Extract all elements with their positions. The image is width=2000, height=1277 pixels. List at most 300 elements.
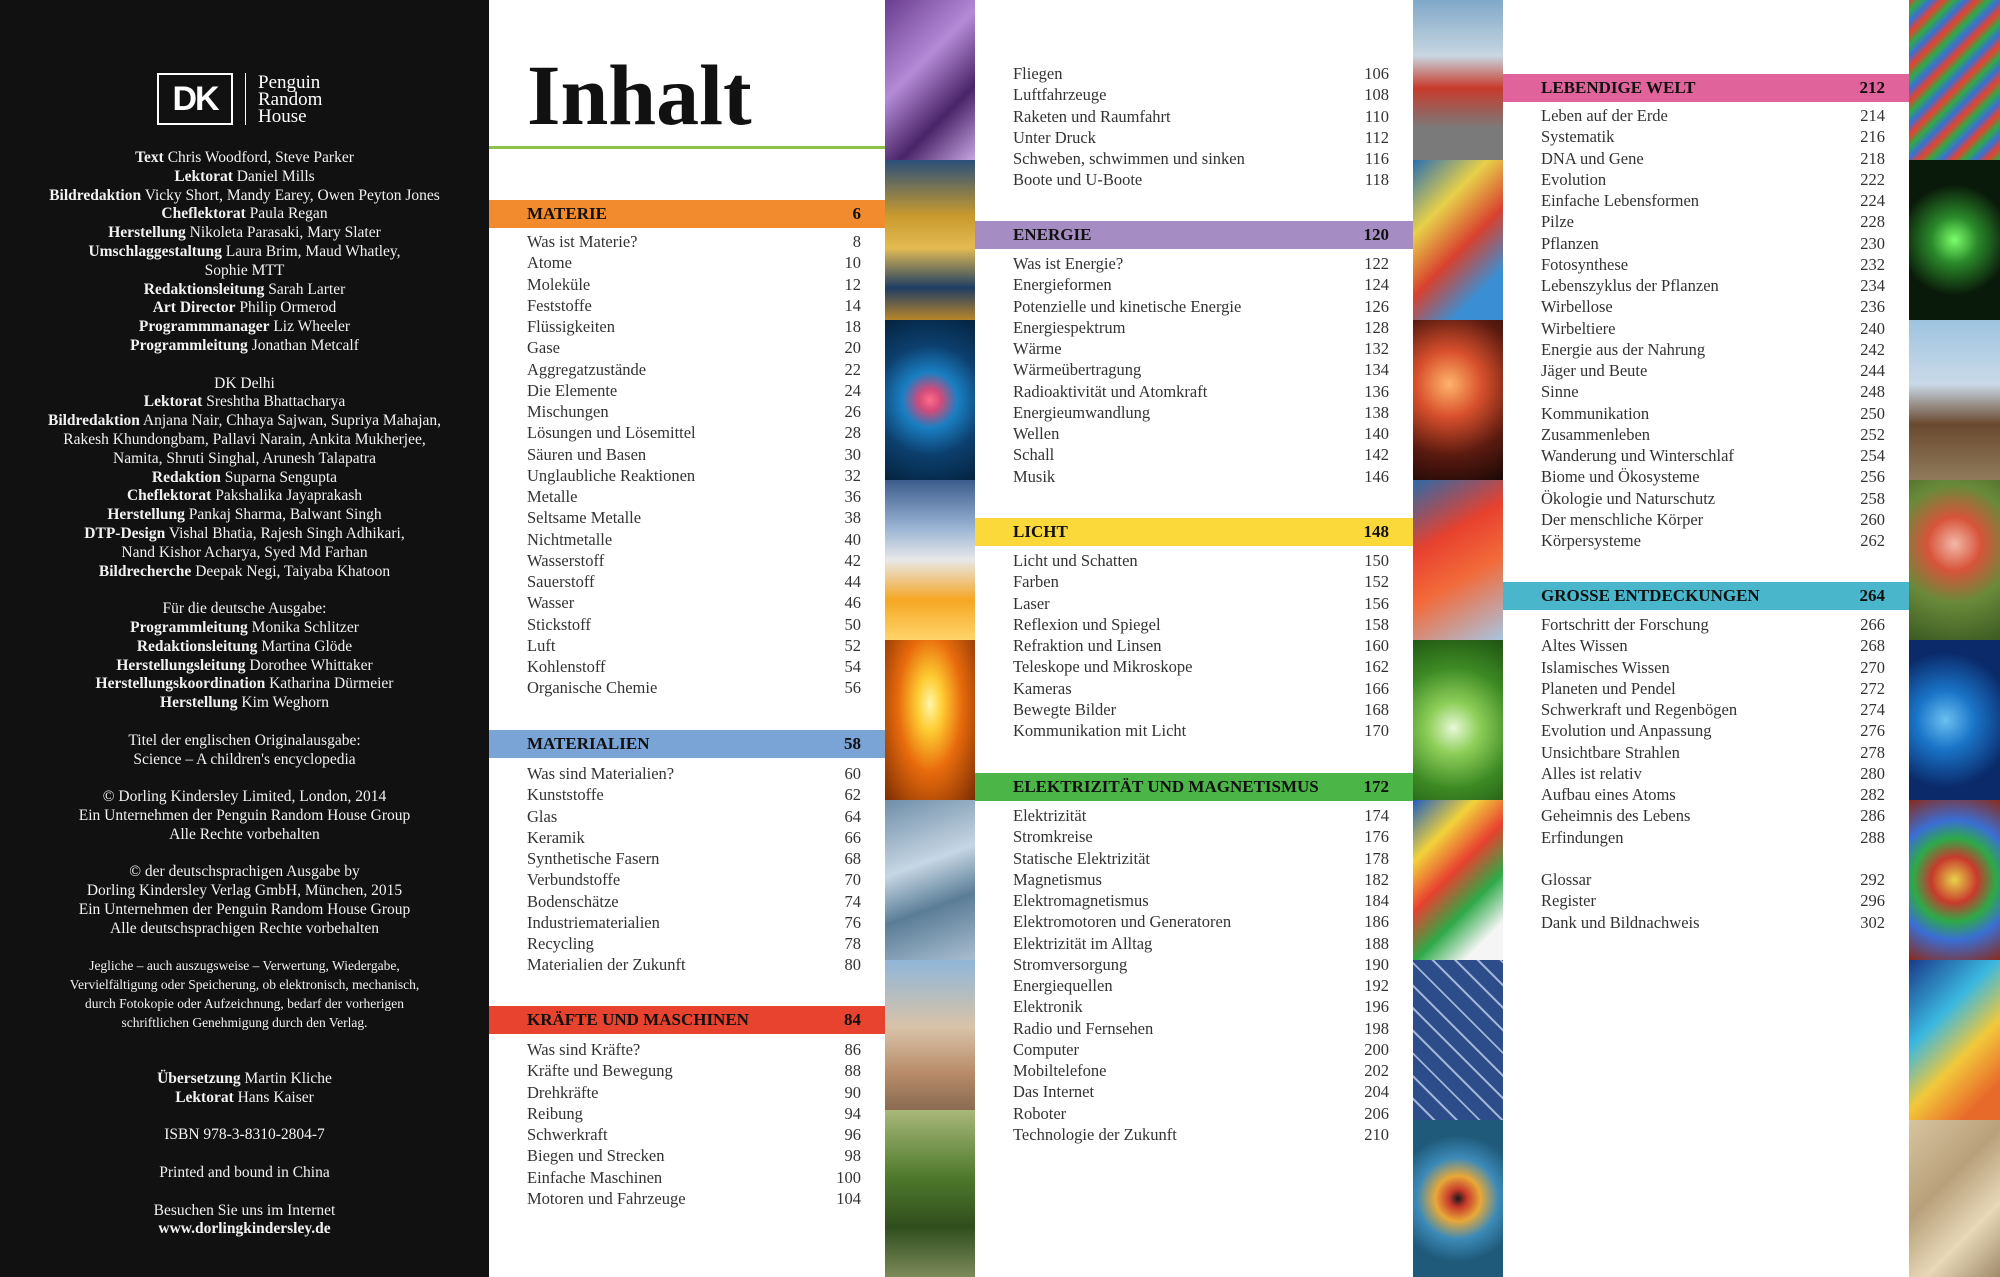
- toc-entry[interactable]: [1541, 361, 1885, 382]
- eye-photo: [1413, 1120, 1503, 1277]
- toc-entry-title: Pilze: [1541, 212, 1574, 232]
- toc-entry-title: Altes Wissen: [1541, 636, 1628, 656]
- toc-entry[interactable]: [527, 828, 861, 849]
- toc-entry-title: Elektronik: [1013, 997, 1083, 1017]
- toc-entry[interactable]: [1013, 339, 1389, 360]
- toc-entry[interactable]: [527, 423, 861, 444]
- section-header[interactable]: [1503, 74, 1909, 102]
- toc-entry-page: 124: [1364, 275, 1389, 295]
- paint-pots-photo: [1413, 800, 1503, 960]
- imprint-role: Programmmanager: [138, 318, 270, 336]
- imprint-line: [20, 882, 469, 901]
- imprint-value: schriftlichen Genehmigung durch den Verlag.: [121, 1014, 368, 1030]
- section-page-number: 264: [1859, 586, 1885, 605]
- toc-entry-page: 136: [1364, 381, 1389, 401]
- toc-entry-title: Atome: [527, 253, 572, 273]
- imprint-role: Herstellung: [107, 506, 185, 524]
- imprint-line: [20, 957, 469, 976]
- imprint-line: [20, 807, 469, 826]
- toc-entry[interactable]: [1541, 764, 1885, 785]
- toc-entry[interactable]: [1541, 913, 1885, 934]
- toc-entry[interactable]: [527, 636, 861, 657]
- imprint-value: DK Delhi: [214, 374, 275, 392]
- toc-entry[interactable]: [1541, 615, 1885, 636]
- fossil-photo: [1909, 1120, 2000, 1277]
- toc-entry-title: Fotosynthese: [1541, 254, 1629, 274]
- imprint-spacer: [20, 769, 469, 788]
- toc-entry-page: 176: [1364, 827, 1389, 847]
- imprint-role: Cheflektorat: [126, 487, 212, 505]
- imprint-role: Lektorat: [175, 1088, 234, 1106]
- imprint-spacer: [20, 938, 469, 957]
- imprint-value: Nikoleta Parasaki, Mary Slater: [189, 224, 381, 242]
- toc-entry[interactable]: [1013, 891, 1389, 912]
- toc-entry-title: Mischungen: [527, 402, 609, 421]
- imprint-line: [20, 675, 469, 694]
- toc-entry[interactable]: [527, 360, 861, 381]
- toc-entry[interactable]: [1013, 551, 1389, 572]
- toc-entry[interactable]: [1013, 997, 1389, 1018]
- section-title: KRÄFTE UND MASCHINEN: [527, 1010, 749, 1029]
- imprint-value: Rakesh Khundongbam, Pallavi Narain, Ankita Mukherjee,: [63, 430, 426, 448]
- imprint-value: Sarah Larter: [268, 280, 346, 298]
- toc-entry[interactable]: [527, 1146, 861, 1167]
- toc-entry[interactable]: [1541, 149, 1885, 170]
- toc-entry[interactable]: [1013, 700, 1389, 721]
- toc-entry-title: Unter Druck: [1013, 127, 1096, 147]
- toc-entry[interactable]: [527, 934, 861, 955]
- toc-entry[interactable]: [1541, 255, 1885, 276]
- toc-entry[interactable]: [1013, 382, 1389, 403]
- toc-entry-page: 192: [1364, 976, 1389, 995]
- imprint-line: [20, 657, 469, 676]
- toc-entry[interactable]: [1541, 636, 1885, 657]
- toc-entry-page: 248: [1860, 382, 1885, 402]
- toc-entry[interactable]: [1013, 403, 1389, 424]
- glowing-mouse-photo: [1909, 160, 2000, 320]
- toc-entry[interactable]: [1013, 1104, 1389, 1125]
- toc-entry[interactable]: [527, 551, 861, 572]
- toc-entry[interactable]: [1013, 1040, 1389, 1061]
- toc-entry[interactable]: [527, 1168, 861, 1189]
- imprint-value: Martin Kliche: [244, 1070, 332, 1088]
- imprint-value: Sophie MTT: [204, 261, 285, 279]
- imprint-line: [20, 600, 469, 619]
- toc-entry[interactable]: [1013, 976, 1389, 997]
- toc-entry[interactable]: [1013, 1082, 1389, 1103]
- imprint-line: [20, 262, 469, 281]
- toc-entry-page: 170: [1364, 721, 1389, 740]
- imprint-line: [20, 469, 469, 488]
- imprint-line: [20, 205, 469, 224]
- toc-entry[interactable]: [527, 402, 861, 423]
- toc-entry-title: Energiespektrum: [1013, 317, 1126, 337]
- section-header[interactable]: [1503, 582, 1909, 610]
- toc-entry[interactable]: [527, 253, 861, 274]
- imprint-value: Chris Woodford, Steve Parker: [167, 149, 354, 166]
- toc-entry[interactable]: [1541, 425, 1885, 446]
- imprint-line: [20, 299, 469, 318]
- umbrella-photo: [1413, 480, 1503, 640]
- toc-entry[interactable]: [527, 678, 861, 699]
- section-page-number: 84: [844, 1010, 861, 1029]
- toc-entry[interactable]: [527, 487, 861, 508]
- toc-entry[interactable]: [1541, 127, 1885, 148]
- imprint-line: [20, 788, 469, 807]
- section-page-number: 58: [844, 734, 861, 753]
- toc-entry-page: 74: [844, 891, 861, 911]
- imprint-line: [20, 187, 469, 206]
- toc-entry-title: Computer: [1013, 1039, 1079, 1059]
- toc-entry-page: 260: [1860, 509, 1885, 529]
- toc-entry[interactable]: [527, 1061, 861, 1082]
- toc-entry[interactable]: [1013, 827, 1389, 848]
- toc-entry[interactable]: [527, 870, 861, 891]
- toc-entry-title: Motoren und Fahrzeuge: [527, 1188, 686, 1208]
- toc-entry[interactable]: [1541, 404, 1885, 425]
- toc-entry[interactable]: [1541, 510, 1885, 531]
- penguin-random-house-logo: Penguin Random House: [258, 71, 323, 127]
- toc-entry-page: 252: [1860, 424, 1885, 444]
- section-title: MATERIE: [527, 204, 607, 223]
- toc-entry-page: 10: [844, 253, 861, 273]
- imprint-line: [20, 375, 469, 394]
- toc-entry-page: 90: [844, 1082, 861, 1102]
- toc-entry-page: 98: [844, 1146, 861, 1166]
- imprint-spacer: [20, 1108, 469, 1127]
- toc-entry[interactable]: [1013, 912, 1389, 933]
- toc-entry-title: Statische Elektrizität: [1013, 848, 1150, 868]
- toc-entry-title: Boote und U-Boote: [1013, 170, 1143, 190]
- toc-entry-title: Magnetismus: [1013, 869, 1102, 889]
- imprint-role: Bildredaktion: [47, 412, 140, 430]
- section-header[interactable]: [489, 200, 885, 228]
- toc-entry-page: 106: [1364, 64, 1389, 83]
- toc-entry-page: 288: [1860, 827, 1885, 847]
- imprint-value: Sreshtha Bhattacharya: [206, 393, 346, 411]
- toc-entry[interactable]: [1013, 636, 1389, 657]
- toc-entry[interactable]: [1541, 319, 1885, 340]
- toc-entry[interactable]: [1013, 1125, 1389, 1146]
- imprint-value: Kim Weghorn: [241, 694, 329, 712]
- toc-entry-page: 214: [1860, 106, 1885, 125]
- toc-entry[interactable]: [1013, 679, 1389, 700]
- toc-entry-page: 224: [1860, 191, 1885, 210]
- toc-entry[interactable]: [527, 338, 861, 359]
- toc-entry-page: 24: [844, 380, 861, 400]
- toc-entry[interactable]: [1013, 870, 1389, 891]
- imprint-line: [20, 826, 469, 845]
- section-title: ENERGIE: [1013, 225, 1092, 244]
- toc-entry-page: 56: [844, 678, 861, 698]
- section-header[interactable]: [489, 730, 885, 758]
- toc-entry[interactable]: [527, 572, 861, 593]
- toc-entry-title: Das Internet: [1013, 1082, 1095, 1102]
- section-title: MATERIALIEN: [527, 734, 650, 753]
- toc-entry-page: 232: [1860, 254, 1885, 274]
- image-strip-1: [885, 0, 975, 1277]
- imprint-value: Pakshalika Jayaprakash: [215, 487, 363, 505]
- toc-entry[interactable]: [527, 892, 861, 913]
- toc-entry[interactable]: [527, 508, 861, 529]
- imprint-line: [20, 1014, 469, 1033]
- toc-entry[interactable]: [1013, 1061, 1389, 1082]
- imprint-role: Programmleitung: [130, 618, 248, 636]
- toc-entry[interactable]: [527, 657, 861, 678]
- toc-entry-page: 150: [1364, 551, 1389, 570]
- imprint-line: [20, 1164, 469, 1183]
- imprint-spacer: [20, 356, 469, 375]
- toc-entry[interactable]: [527, 807, 861, 828]
- toc-entry[interactable]: [1541, 700, 1885, 721]
- toc-entry[interactable]: [1541, 106, 1885, 127]
- toc-entry-title: Drehkräfte: [527, 1082, 599, 1102]
- toc-entry[interactable]: [1013, 424, 1389, 445]
- imprint-line: [20, 431, 469, 450]
- toc-entry-title: Luftfahrzeuge: [1013, 85, 1107, 105]
- toc-entry[interactable]: [527, 955, 861, 976]
- imprint-role: Herstellungskoordination: [95, 675, 266, 693]
- imprint-line: [20, 487, 469, 506]
- toc-entry[interactable]: [527, 296, 861, 317]
- toc-column-2: [975, 0, 1413, 1277]
- imprint-line: [20, 619, 469, 638]
- toc-entry-title: Radio und Fernsehen: [1013, 1018, 1154, 1038]
- toc-entry[interactable]: [1013, 360, 1389, 381]
- toc-entry[interactable]: [1013, 64, 1389, 85]
- imprint-spacer: [20, 1183, 469, 1202]
- toc-entry-title: Technologie der Zukunft: [1013, 1124, 1177, 1144]
- toc-entry[interactable]: [1541, 467, 1885, 488]
- section-title: ELEKTRIZITÄT UND MAGNETISMUS: [1013, 777, 1319, 796]
- toc-entry[interactable]: [527, 615, 861, 636]
- toc-entry[interactable]: [527, 466, 861, 487]
- imprint-role: Herstellung: [108, 224, 186, 242]
- toc-entry[interactable]: [1013, 297, 1389, 318]
- imprint-credits: [20, 149, 469, 1239]
- toc-entry-title: Dank und Bildnachweis: [1541, 912, 1700, 932]
- toc-entry-page: 242: [1860, 339, 1885, 359]
- toc-entry-title: Was sind Materialien?: [527, 764, 675, 783]
- toc-entry[interactable]: [1541, 446, 1885, 467]
- toc-entry[interactable]: [527, 530, 861, 551]
- imprint-value: Hans Kaiser: [237, 1088, 314, 1106]
- toc-entry[interactable]: [527, 785, 861, 806]
- imprint-value: ISBN 978-3-8310-2804-7: [164, 1126, 325, 1144]
- imprint-value: www.dorlingkindersley.de: [158, 1220, 331, 1238]
- toc-entry-title: Raketen und Raumfahrt: [1013, 106, 1171, 126]
- toc-entry[interactable]: [1541, 785, 1885, 806]
- imprint-line: [20, 751, 469, 770]
- toc-entry[interactable]: [1013, 806, 1389, 827]
- toc-entry[interactable]: [527, 275, 861, 296]
- toc-entry[interactable]: [1013, 849, 1389, 870]
- imprint-line: [20, 901, 469, 920]
- toc-entry-title: Wirbeltiere: [1541, 318, 1616, 338]
- toc-entry[interactable]: [527, 1040, 861, 1061]
- toc-entry[interactable]: [527, 1083, 861, 1104]
- toc-entry-title: Kräfte und Bewegung: [527, 1061, 673, 1081]
- toc-entry-page: 52: [844, 635, 861, 655]
- toc-entry-page: 62: [844, 785, 861, 805]
- imprint-spacer: [20, 844, 469, 863]
- toc-entry[interactable]: [1013, 318, 1389, 339]
- toc-entry[interactable]: [1013, 594, 1389, 615]
- toc-entry-title: Verbundstoffe: [527, 870, 621, 890]
- imprint-role: Bildredaktion: [49, 186, 142, 204]
- toc-entry[interactable]: [527, 1189, 861, 1210]
- imprint-line: [20, 337, 469, 356]
- toc-entry-page: 270: [1860, 657, 1885, 677]
- toc-entry-title: Kameras: [1013, 678, 1072, 698]
- toc-entry[interactable]: [1013, 107, 1389, 128]
- toc-entry[interactable]: [1541, 658, 1885, 679]
- imprint-line: [20, 1070, 469, 1089]
- toc-entry[interactable]: [1013, 467, 1389, 488]
- publisher-logo: [157, 72, 357, 126]
- toc-entry-title: Jäger und Beute: [1541, 361, 1648, 380]
- toc-entry-title: Glossar: [1541, 870, 1592, 889]
- toc-entry[interactable]: [527, 593, 861, 614]
- toc-entry[interactable]: [527, 764, 861, 785]
- toc-entry-title: Schall: [1013, 445, 1055, 465]
- amethyst-photo: [885, 0, 975, 160]
- toc-entry-title: Stickstoff: [527, 614, 591, 634]
- imprint-value: Namita, Shruti Singhal, Arunesh Talapatra: [113, 449, 376, 467]
- toc-entry[interactable]: [1541, 870, 1885, 891]
- imprint-role: Redaktionsleitung: [136, 637, 258, 655]
- toc-entry-page: 132: [1364, 339, 1389, 358]
- imprint-value: Ein Unternehmen der Penguin Random House Group: [78, 900, 411, 918]
- toc-entry[interactable]: [1541, 212, 1885, 233]
- toc-entry[interactable]: [1013, 128, 1389, 149]
- solar-panel-photo: [1413, 960, 1503, 1120]
- toc-entry[interactable]: [1013, 615, 1389, 636]
- toc-entry[interactable]: [1013, 572, 1389, 593]
- imprint-role: Herstellungsleitung: [116, 656, 246, 674]
- imprint-value: Ein Unternehmen der Penguin Random House Group: [78, 806, 411, 824]
- toc-entry[interactable]: [1541, 721, 1885, 742]
- toc-entry[interactable]: [527, 849, 861, 870]
- toc-entry-page: 218: [1860, 148, 1885, 168]
- toc-entry-page: 286: [1860, 806, 1885, 826]
- toc-entry-title: Bodenschätze: [527, 891, 619, 911]
- toc-entry[interactable]: [1013, 170, 1389, 191]
- toc-entry-page: 296: [1860, 891, 1885, 911]
- toc-entry-page: 258: [1860, 488, 1885, 508]
- toc-entry-title: Körpersysteme: [1541, 531, 1641, 550]
- imprint-line: [20, 563, 469, 582]
- toc-entry[interactable]: [527, 381, 861, 402]
- toc-entry[interactable]: [1541, 234, 1885, 255]
- toc-entry-title: Evolution: [1541, 169, 1607, 189]
- toc-entry-page: 256: [1860, 467, 1885, 487]
- toc-entry[interactable]: [527, 1125, 861, 1146]
- imprint-value: Titel der englischen Originalausgabe:: [128, 731, 361, 749]
- section-title: LEBENDIGE WELT: [1541, 78, 1696, 97]
- toc-entry[interactable]: [1013, 445, 1389, 466]
- toc-entry-page: 60: [844, 764, 861, 783]
- toc-entry[interactable]: [1541, 340, 1885, 361]
- toc-entry-page: 50: [844, 614, 861, 634]
- toc-entry-title: Materialien der Zukunft: [527, 955, 686, 975]
- toc-entry-page: 302: [1860, 912, 1885, 932]
- toc-entry-page: 110: [1364, 106, 1389, 126]
- toc-entry[interactable]: [1541, 489, 1885, 510]
- toc-entry-page: 250: [1860, 403, 1885, 423]
- toc-entry-page: 274: [1860, 700, 1885, 719]
- toc-entry[interactable]: [527, 913, 861, 934]
- imprint-line: [20, 995, 469, 1014]
- toc-entry[interactable]: [1013, 149, 1389, 170]
- toc-entry[interactable]: [1013, 1019, 1389, 1040]
- toc-entry-page: 198: [1364, 1018, 1389, 1038]
- section-header[interactable]: [975, 221, 1413, 249]
- toc-entry[interactable]: [1013, 85, 1389, 106]
- toc-entry-page: 70: [844, 870, 861, 890]
- toc-entry[interactable]: [1541, 170, 1885, 191]
- toc-entry-title: Flüssigkeiten: [527, 317, 616, 336]
- toc-entry[interactable]: [1541, 679, 1885, 700]
- toc-entry-title: Laser: [1013, 593, 1050, 613]
- toc-entry-title: Refraktion und Linsen: [1013, 636, 1162, 655]
- toc-entry-title: Nichtmetalle: [527, 529, 613, 549]
- section-header[interactable]: [489, 1006, 885, 1034]
- imprint-line: [20, 1126, 469, 1145]
- toc-entry[interactable]: [1541, 743, 1885, 764]
- section-header[interactable]: [975, 518, 1413, 546]
- toc-entry[interactable]: [1013, 275, 1389, 296]
- toc-entry[interactable]: [1013, 657, 1389, 678]
- toc-entry-title: Biegen und Strecken: [527, 1146, 665, 1166]
- toc-entry[interactable]: [1541, 806, 1885, 827]
- toc-entry[interactable]: [1013, 721, 1389, 742]
- toc-entry[interactable]: [1541, 531, 1885, 552]
- toc-entry-title: Feststoffe: [527, 295, 592, 315]
- toc-entry-page: 12: [844, 274, 861, 294]
- toc-entry-title: Alles ist relativ: [1541, 763, 1642, 783]
- imprint-value: Liz Wheeler: [273, 318, 351, 336]
- toc-entry-title: Recycling: [527, 934, 594, 953]
- toc-entry-page: 122: [1364, 254, 1389, 273]
- imprint-line: [20, 1089, 469, 1108]
- toc-entry-page: 184: [1364, 891, 1389, 910]
- toc-entry[interactable]: [1541, 191, 1885, 212]
- toc-entry-title: Elektromotoren und Generatoren: [1013, 912, 1232, 932]
- toc-entry[interactable]: [1013, 934, 1389, 955]
- toc-entry[interactable]: [1013, 254, 1389, 275]
- toc-entry[interactable]: [1541, 297, 1885, 318]
- toc-entry[interactable]: [527, 1104, 861, 1125]
- toc-entry-title: Energieformen: [1013, 275, 1112, 295]
- section-header[interactable]: [975, 773, 1413, 801]
- toc-entry-page: 138: [1364, 402, 1389, 422]
- toc-entry-title: Wärmeübertragung: [1013, 360, 1142, 380]
- toc-entry[interactable]: [1541, 828, 1885, 849]
- toc-entry[interactable]: [1013, 955, 1389, 976]
- toc-entry[interactable]: [1541, 276, 1885, 297]
- toc-entry-title: Energieumwandlung: [1013, 402, 1151, 422]
- toc-entry[interactable]: [527, 317, 861, 338]
- section-page-number: 6: [852, 204, 861, 223]
- toc-entry[interactable]: [1541, 382, 1885, 403]
- toc-entry-page: 202: [1364, 1061, 1389, 1080]
- toc-entry[interactable]: [527, 445, 861, 466]
- toc-entry[interactable]: [527, 232, 861, 253]
- imprint-value: Dorling Kindersley Verlag GmbH, München, 2015: [86, 882, 403, 900]
- toc-entry[interactable]: [1541, 891, 1885, 912]
- toc-entry-title: Pflanzen: [1541, 233, 1599, 253]
